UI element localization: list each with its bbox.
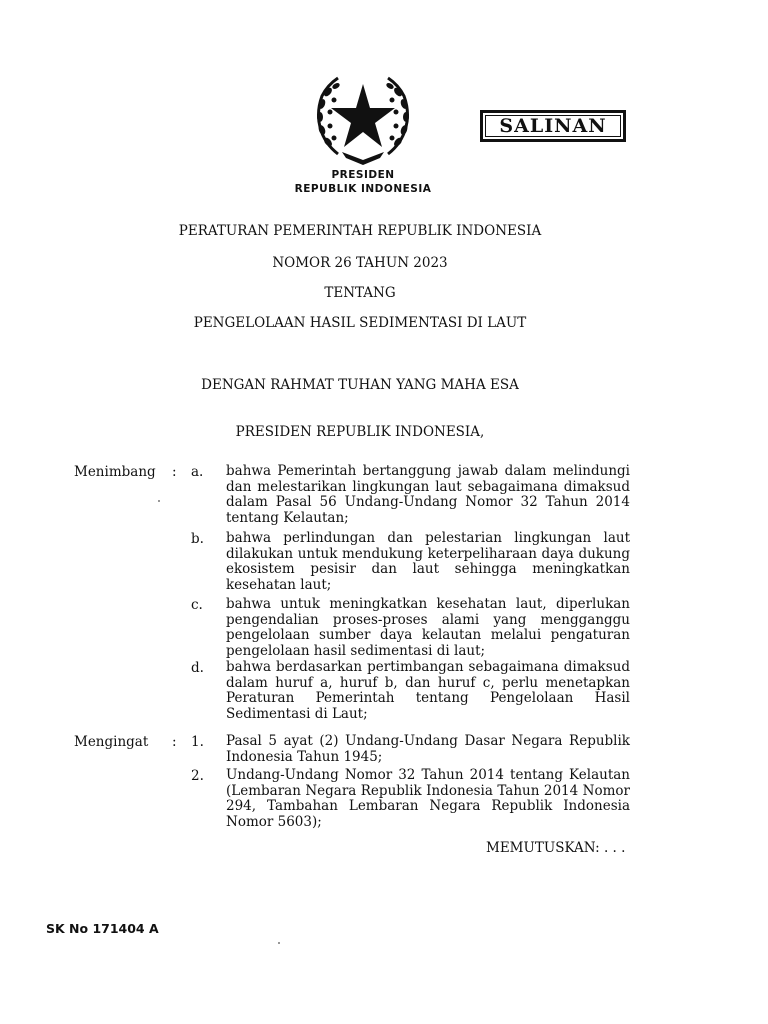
preamble-rahmat: DENGAN RAHMAT TUHAN YANG MAHA ESA: [201, 377, 519, 393]
regulation-about-label: TENTANG: [324, 285, 396, 301]
menimbang-marker-c: c.: [191, 597, 203, 613]
office-title-republik: REPUBLIK INDONESIA: [294, 183, 432, 195]
menimbang-label: Menimbang: [74, 464, 156, 480]
preamble-president: PRESIDEN REPUBLIK INDONESIA,: [235, 424, 485, 440]
menimbang-item-b: bahwa perlindungan dan pelestarian lingkungan laut dilakukan untuk mendukung keterpeliharaan daya dukung ekosistem pesisir dan laut sehingga meningkatkan kesehatan laut;: [226, 530, 630, 593]
continuation-memutuskan: MEMUTUSKAN: . . .: [486, 840, 626, 856]
mengingat-marker-1: 1.: [191, 734, 204, 750]
menimbang-colon: :: [172, 464, 177, 480]
office-title-presiden: PRESIDEN: [331, 169, 395, 181]
salinan-stamp-text: SALINAN: [499, 115, 607, 137]
scan-speck: [158, 500, 160, 502]
scan-speck: [278, 942, 280, 944]
mengingat-marker-2: 2.: [191, 768, 204, 784]
menimbang-item-c: bahwa untuk meningkatkan kesehatan laut, diperlukan pengendalian proses-proses alami yang mengganggu pengelolaan sumber daya kelautan melalui pengaturan pengelolaan hasil sedimentasi di laut;: [226, 596, 630, 659]
presidential-emblem-icon: [308, 66, 418, 166]
regulation-subject: PENGELOLAAN HASIL SEDIMENTASI DI LAUT: [193, 315, 527, 331]
menimbang-item-d: bahwa berdasarkan pertimbangan sebagaimana dimaksud dalam huruf a, huruf b, dan huruf c, perlu menetapkan Peraturan Pemerintah tentang Pengelolaan Hasil Sedimentasi di Laut;: [226, 659, 630, 722]
mengingat-label: Mengingat: [74, 734, 149, 750]
menimbang-item-a: bahwa Pemerintah bertanggung jawab dalam melindungi dan melestarikan lingkungan laut sebagaimana dimaksud dalam Pasal 56 Undang-Undang Nomor 32 Tahun 2014 tentang Kelautan;: [226, 463, 630, 526]
salinan-stamp: [480, 110, 626, 142]
regulation-number: NOMOR 26 TAHUN 2023: [272, 255, 448, 271]
mengingat-item-2: Undang-Undang Nomor 32 Tahun 2014 tentang Kelautan (Lembaran Negara Republik Indonesia Tahun 2014 Nomor 294, Tambahan Lembaran Negara Republik Indonesia Nomor 5603);: [226, 767, 630, 830]
mengingat-colon: :: [172, 734, 177, 750]
menimbang-marker-d: d.: [191, 660, 204, 676]
regulation-title: PERATURAN PEMERINTAH REPUBLIK INDONESIA: [178, 223, 542, 239]
menimbang-marker-a: a.: [191, 464, 204, 480]
mengingat-item-1: Pasal 5 ayat (2) Undang-Undang Dasar Negara Republik Indonesia Tahun 1945;: [226, 733, 630, 765]
menimbang-marker-b: b.: [191, 531, 204, 547]
sk-number: SK No 171404 A: [46, 921, 159, 936]
